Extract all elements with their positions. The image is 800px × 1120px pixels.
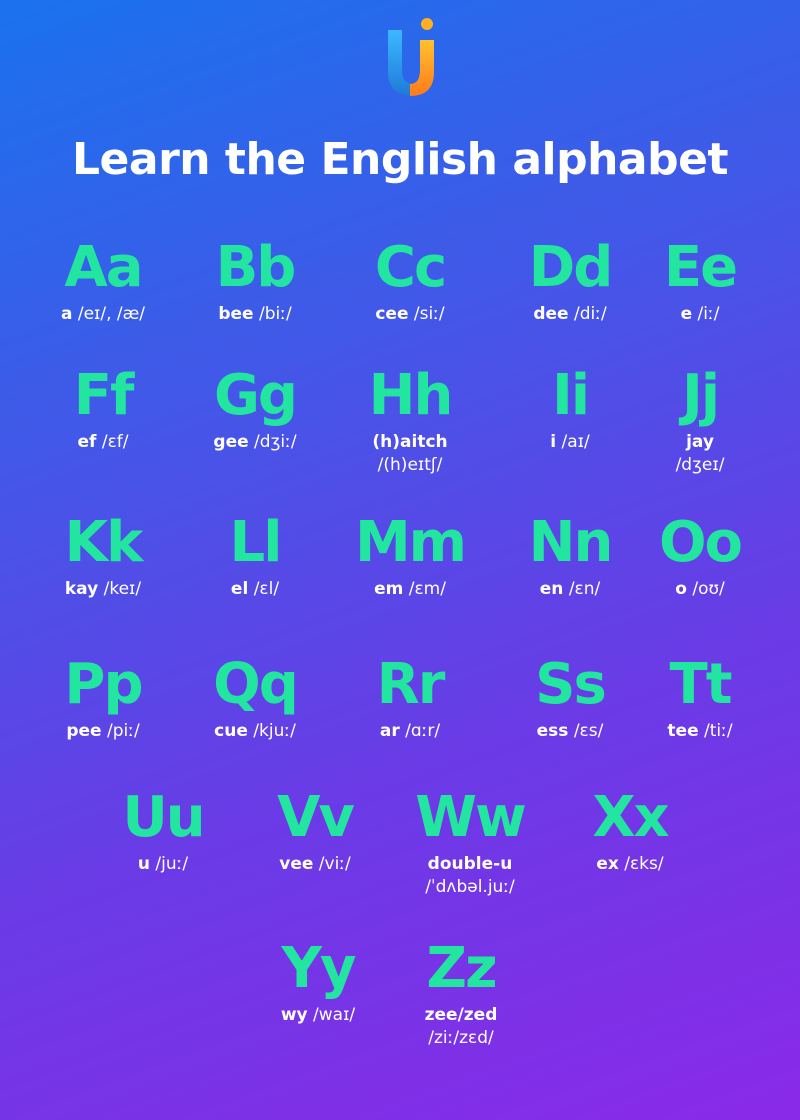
letter-card	[386, 936, 536, 1050]
ipa-transcription: /dʒiː/	[254, 432, 297, 452]
letter-name: zee/zed	[424, 1005, 498, 1025]
letter-pair: Ll	[229, 510, 281, 575]
letter-pair: Bb	[215, 235, 295, 300]
ipa-transcription: /biː/	[258, 304, 292, 324]
letter-card	[243, 936, 393, 1027]
letter-name: kay	[64, 579, 99, 599]
letter-pair: Uu	[122, 785, 204, 850]
pronunciation	[28, 303, 178, 326]
ipa-transcription: /kjuː/	[253, 721, 296, 741]
pronunciation	[180, 431, 330, 454]
letter-pair: Nn	[528, 510, 612, 575]
pronunciation	[28, 431, 178, 454]
ipa-transcription: /iː/	[697, 304, 720, 324]
letter-card	[180, 235, 330, 326]
pronunciation	[395, 853, 545, 899]
letter-card	[495, 235, 645, 326]
ipa-transcription: /ˈdʌbəl.juː/	[425, 877, 515, 897]
letter-name: ar	[379, 721, 400, 741]
letter-pair: Gg	[213, 363, 297, 428]
letter-card	[335, 235, 485, 326]
ipa-transcription: /keɪ/	[103, 579, 142, 599]
ipa-transcription: /ɛs/	[573, 721, 604, 741]
ipa-transcription: /viː/	[318, 854, 351, 874]
letter-pair: Qq	[213, 652, 297, 717]
letter-pair: Pp	[64, 652, 142, 717]
letter-name: (h)aitch	[372, 432, 448, 452]
letter-card	[240, 785, 390, 876]
letter-name: double-u	[427, 854, 513, 874]
letter-pair: Rr	[376, 652, 444, 717]
letter-pair: Xx	[592, 785, 668, 850]
letter-name: ex	[596, 854, 619, 874]
pronunciation	[180, 303, 330, 326]
pronunciation	[335, 720, 485, 743]
ipa-transcription: /piː/	[106, 721, 140, 741]
letter-card	[180, 510, 330, 601]
letter-card	[555, 785, 705, 876]
letter-name: wy	[280, 1005, 308, 1025]
pronunciation	[495, 720, 645, 743]
letter-card	[28, 652, 178, 743]
letter-name: em	[374, 579, 404, 599]
ipa-transcription: /ɛn/	[568, 579, 601, 599]
letter-card	[335, 510, 485, 601]
letter-name: u	[137, 854, 150, 874]
letter-pair: Mm	[354, 510, 466, 575]
pronunciation	[28, 578, 178, 601]
letter-name: i	[550, 432, 557, 452]
ipa-transcription: /dʒeɪ/	[675, 455, 725, 475]
pronunciation	[386, 1004, 536, 1050]
letter-card	[495, 363, 645, 454]
letter-pair: Ww	[415, 785, 525, 850]
letter-name: ef	[77, 432, 97, 452]
pronunciation	[555, 853, 705, 876]
pronunciation	[28, 720, 178, 743]
letter-card	[625, 363, 775, 477]
ipa-transcription: /eɪ/, /æ/	[77, 304, 146, 324]
letter-pair: Aa	[64, 235, 142, 300]
letter-pair: Ii	[551, 363, 589, 428]
pronunciation	[495, 431, 645, 454]
ipa-transcription: /ɛf/	[101, 432, 129, 452]
letter-pair: Zz	[426, 936, 496, 1001]
letter-pair: Dd	[528, 235, 612, 300]
ipa-transcription: /tiː/	[704, 721, 733, 741]
letter-name: e	[680, 304, 693, 324]
ipa-transcription: /ɛks/	[624, 854, 664, 874]
letter-name: pee	[66, 721, 102, 741]
letter-pair: Hh	[368, 363, 452, 428]
letter-card	[625, 510, 775, 601]
letter-name: jay	[686, 432, 714, 452]
pronunciation	[240, 853, 390, 876]
letter-card	[335, 652, 485, 743]
letter-card	[180, 363, 330, 454]
ipa-transcription: /siː/	[413, 304, 445, 324]
letter-card	[180, 652, 330, 743]
ipa-transcription: /aɪ/	[561, 432, 590, 452]
pronunciation	[335, 431, 485, 477]
letter-pair: Yy	[281, 936, 355, 1001]
letter-card	[88, 785, 238, 876]
page-title: Learn the English alphabet	[72, 134, 728, 185]
letter-pair: Kk	[64, 510, 142, 575]
letter-name: dee	[533, 304, 569, 324]
letter-card	[335, 363, 485, 477]
letter-pair: Tt	[669, 652, 731, 717]
letter-card	[625, 652, 775, 743]
letter-pair: Cc	[374, 235, 446, 300]
letter-card	[28, 510, 178, 601]
ipa-transcription: /ɛm/	[408, 579, 446, 599]
pronunciation	[88, 853, 238, 876]
letter-name: ess	[536, 721, 569, 741]
pronunciation	[625, 431, 775, 477]
pronunciation	[495, 578, 645, 601]
pronunciation	[243, 1004, 393, 1027]
letter-card	[395, 785, 545, 899]
letter-card	[28, 235, 178, 326]
letter-name: o	[675, 579, 687, 599]
letter-card	[495, 510, 645, 601]
ipa-transcription: /ziː/zɛd/	[428, 1028, 494, 1048]
ipa-transcription: /ɛl/	[253, 579, 280, 599]
letter-card	[495, 652, 645, 743]
pronunciation	[625, 720, 775, 743]
letter-pair: Ff	[73, 363, 133, 428]
letter-card	[28, 363, 178, 454]
letter-name: cue	[214, 721, 248, 741]
letter-name: tee	[667, 721, 699, 741]
ipa-transcription: /waɪ/	[313, 1005, 356, 1025]
letter-name: en	[539, 579, 564, 599]
letter-name: bee	[218, 304, 254, 324]
letter-card	[625, 235, 775, 326]
pronunciation	[625, 578, 775, 601]
ipa-transcription: /diː/	[573, 304, 607, 324]
letter-name: gee	[213, 432, 249, 452]
ipa-transcription: /ɑːr/	[405, 721, 441, 741]
letter-pair: Oo	[658, 510, 742, 575]
letter-pair: Vv	[277, 785, 353, 850]
ipa-transcription: /(h)eɪtʃ/	[377, 455, 443, 475]
pronunciation	[180, 720, 330, 743]
letter-name: vee	[279, 854, 314, 874]
letter-pair: Jj	[681, 363, 719, 428]
letter-pair: Ss	[535, 652, 605, 717]
letter-name: cee	[375, 304, 409, 324]
pronunciation	[495, 303, 645, 326]
letter-name: a	[60, 304, 73, 324]
pronunciation	[335, 578, 485, 601]
ipa-transcription: /oʊ/	[692, 579, 725, 599]
pronunciation	[180, 578, 330, 601]
ipa-transcription: /juː/	[155, 854, 189, 874]
pronunciation	[335, 303, 485, 326]
letter-pair: Ee	[663, 235, 737, 300]
letter-name: el	[230, 579, 249, 599]
pronunciation	[625, 303, 775, 326]
